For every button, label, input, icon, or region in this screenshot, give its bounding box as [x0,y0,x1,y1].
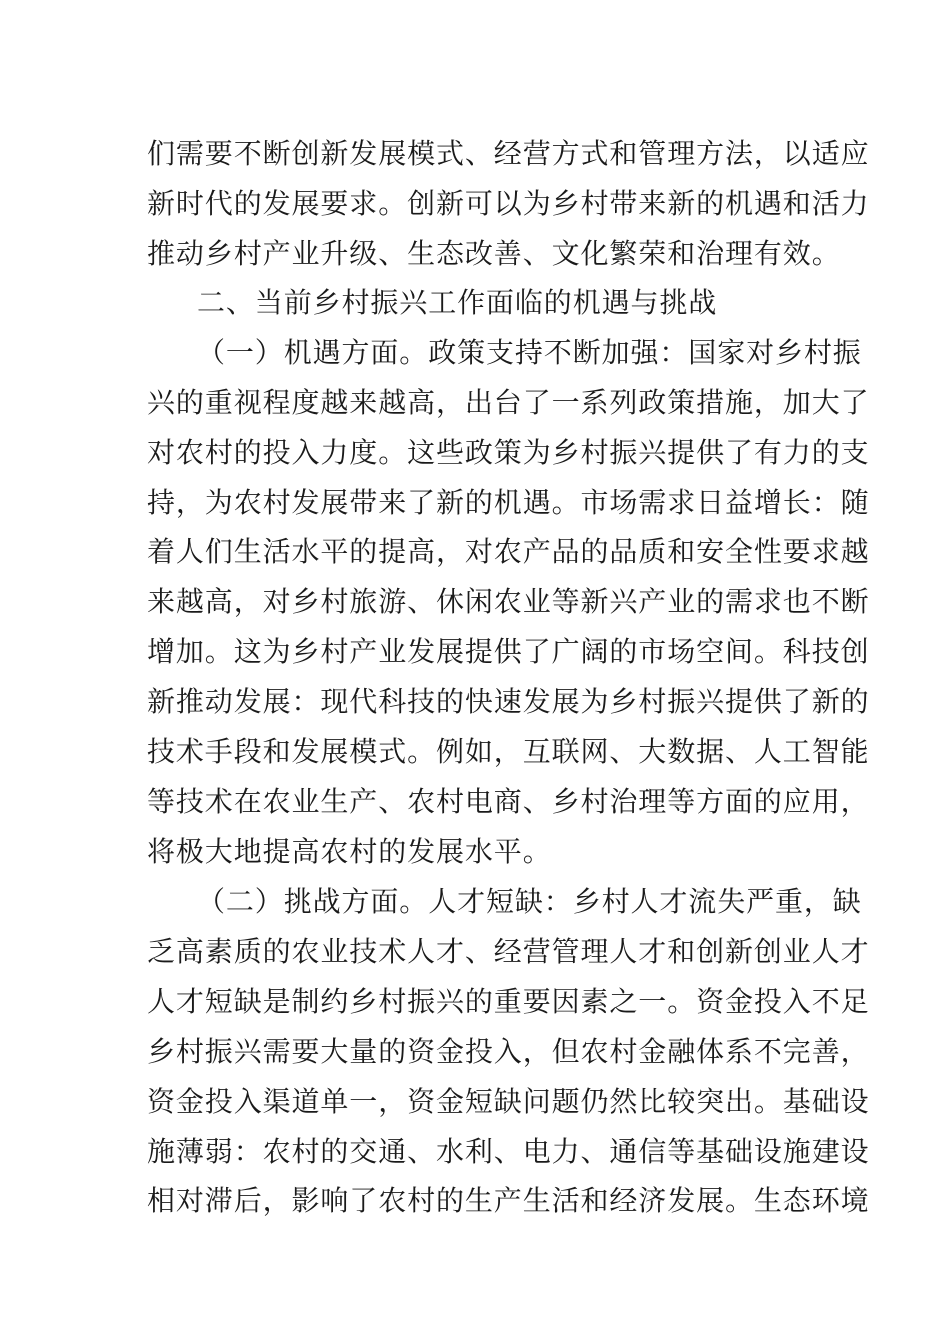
body-text-line: 施薄弱：农村的交通、水利、电力、通信等基础设施建设 [147,1135,870,1168]
body-text-line: 人才短缺是制约乡村振兴的重要因素之一。资金投入不足 [147,985,870,1018]
subsection-first-line: （一）机遇方面。政策支持不断加强：国家对乡村振 [197,336,862,369]
body-text-line: 持，为农村发展带来了新的机遇。市场需求日益增长：随 [147,486,870,519]
body-text-line: 来越高，对乡村旅游、休闲农业等新兴产业的需求也不断 [147,585,870,618]
body-text-line: 等技术在农业生产、农村电商、乡村治理等方面的应用， [147,785,870,818]
body-text-line: 将极大地提高农村的发展水平。 [147,835,552,868]
body-text-line: 们需要不断创新发展模式、经营方式和管理方法，以适应 [147,137,870,170]
body-text-line: 推动乡村产业升级、生态改善、文化繁荣和治理有效。 [147,237,841,270]
body-text-line: 资金投入渠道单一，资金短缺问题仍然比较突出。基础设 [147,1085,870,1118]
body-text-line: 技术手段和发展模式。例如，互联网、大数据、人工智能 [147,735,870,768]
body-text-line: 新推动发展：现代科技的快速发展为乡村振兴提供了新的 [147,685,870,718]
body-text-line: 相对滞后，影响了农村的生产生活和经济发展。生态环境 [147,1184,870,1217]
body-text-line: 增加。这为乡村产业发展提供了广阔的市场空间。科技创 [147,635,870,668]
body-text-line: 乡村振兴需要大量的资金投入，但农村金融体系不完善， [147,1035,870,1068]
body-text-line: 对农村的投入力度。这些政策为乡村振兴提供了有力的支 [147,436,870,469]
body-text-line: 新时代的发展要求。创新可以为乡村带来新的机遇和活力 [147,187,870,220]
body-text-line: 兴的重视程度越来越高，出台了一系列政策措施，加大了 [147,386,870,419]
body-text-line: 乏高素质的农业技术人才、经营管理人才和创新创业人才 [147,935,870,968]
body-text-line: 着人们生活水平的提高，对农产品的品质和安全性要求越 [147,535,870,568]
subsection-first-line: （二）挑战方面。人才短缺：乡村人才流失严重，缺 [197,885,862,918]
section-heading: 二、当前乡村振兴工作面临的机遇与挑战 [197,286,718,319]
